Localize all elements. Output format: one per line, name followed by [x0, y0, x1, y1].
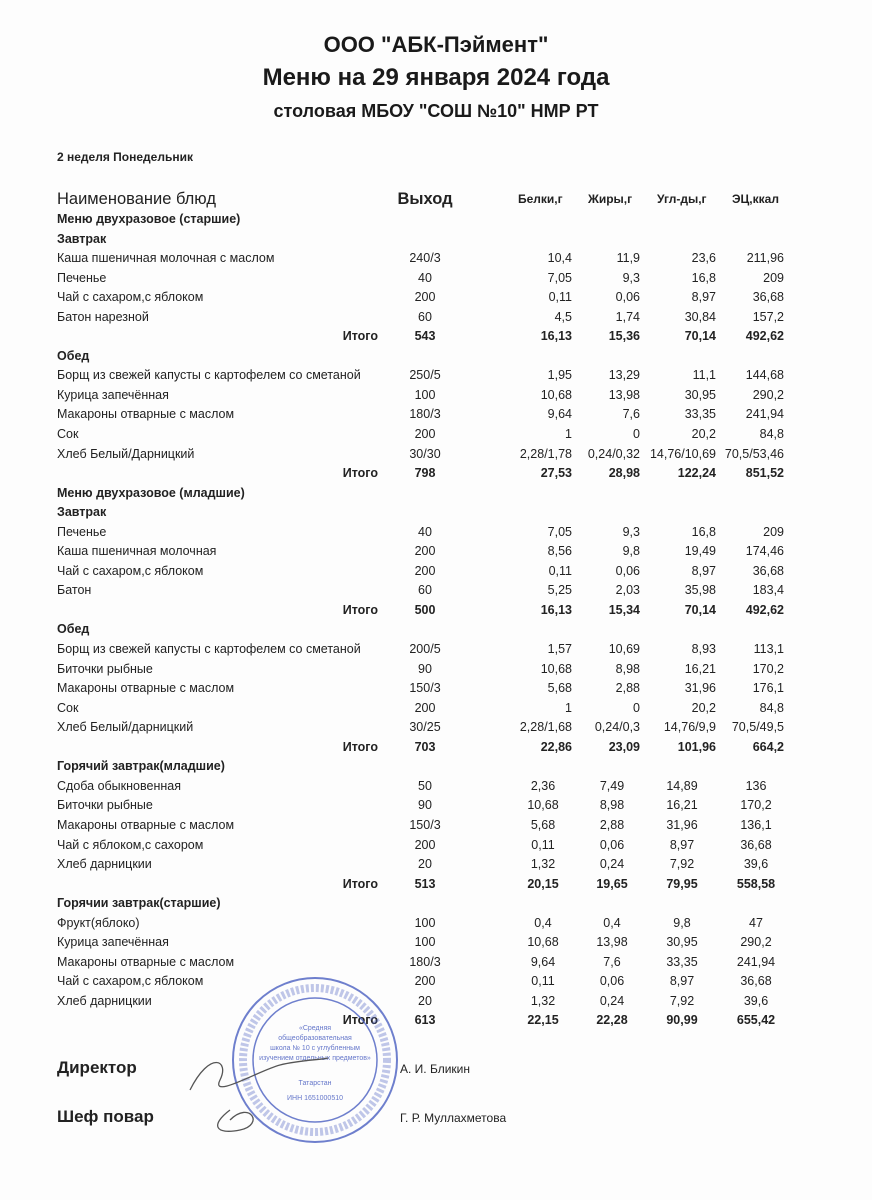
fat-value: 13,29	[608, 368, 640, 383]
dish-output: 200	[414, 700, 436, 715]
protein-value: 16,13	[540, 602, 572, 617]
carbs-value: 31,96	[684, 681, 716, 696]
table-row	[0, 523, 872, 543]
dish-name: Печенье	[57, 270, 107, 285]
protein-value: 10,68	[527, 798, 559, 813]
dish-name: Биточки рыбные	[57, 798, 153, 813]
carbs-value: 16,8	[691, 524, 716, 539]
protein-value: 0,4	[534, 915, 552, 930]
fat-value: 7,6	[622, 407, 640, 422]
dish-output: 150/3	[409, 817, 441, 832]
dish-name: Чай с сахаром,с яблоком	[57, 974, 204, 989]
table-row	[0, 562, 872, 582]
table-row	[0, 581, 872, 601]
total-label: Итого	[342, 466, 378, 481]
carbs-value: 8,97	[691, 290, 716, 305]
table-row	[0, 796, 872, 816]
table-row	[0, 640, 872, 660]
table-row	[0, 777, 872, 797]
carbs-value: 122,24	[677, 466, 716, 481]
energy-value: 183,4	[752, 583, 784, 598]
protein-value: 10,68	[540, 661, 572, 676]
protein-value: 1,57	[547, 642, 572, 657]
section-heading	[0, 620, 872, 640]
protein-value: 5,25	[547, 583, 572, 598]
dish-name: Хлеб Белый/дарницкий	[57, 720, 194, 735]
dish-output: 60	[418, 309, 432, 324]
energy-value: 492,62	[745, 329, 784, 344]
table-row	[0, 679, 872, 699]
protein-value: 2,28/1,78	[519, 446, 572, 461]
dish-output: 90	[418, 798, 432, 813]
table-row	[0, 992, 872, 1012]
fat-value: 7,6	[603, 954, 621, 969]
fat-value: 2,03	[615, 583, 640, 598]
canteen-name: столовая МБОУ "СОШ №10" НМР РТ	[273, 101, 599, 121]
energy-value: 157,2	[752, 309, 784, 324]
section-title: Горячии завтрак(старшие)	[57, 896, 221, 911]
protein-value: 1,95	[547, 368, 572, 383]
protein-value: 0,11	[531, 837, 555, 852]
energy-value: 211,96	[746, 251, 784, 266]
fat-value: 0,06	[599, 974, 625, 989]
dish-output: 180/3	[409, 407, 441, 422]
protein-value: 5,68	[547, 681, 572, 696]
total-row	[0, 327, 872, 347]
energy-value: 209	[763, 270, 784, 285]
dish-output: 40	[418, 524, 432, 539]
carbs-value: 23,6	[691, 251, 716, 266]
energy-value: 144,68	[745, 368, 784, 383]
dish-output: 20	[418, 857, 432, 872]
energy-value: 84,8	[759, 427, 784, 442]
protein-value: 22,86	[540, 739, 572, 754]
protein-value: 1,32	[530, 993, 556, 1008]
carbs-value: 31,96	[666, 817, 698, 832]
protein-value: 20,15	[527, 876, 559, 891]
svg-text:Татарстан: Татарстан	[298, 1080, 332, 1087]
fat-value: 1,74	[615, 309, 640, 324]
table-row	[0, 699, 872, 719]
dish-name: Каша пшеничная молочная с маслом	[57, 251, 275, 266]
fat-value: 10,69	[608, 642, 640, 657]
carbs-value: 14,76/9,9	[663, 720, 716, 735]
total-row	[0, 738, 872, 758]
fat-value: 0,4	[603, 915, 621, 930]
fat-value: 0,06	[615, 563, 640, 578]
total-label: Итого	[342, 1013, 378, 1028]
fat-value: 0,24/0,3	[594, 720, 640, 735]
dish-name: Батон	[57, 583, 92, 598]
dish-name: Курица запечённая	[57, 387, 169, 402]
section-heading	[0, 347, 872, 367]
energy-value: 851,52	[745, 466, 784, 481]
energy-value: 170,2	[740, 798, 772, 813]
col-energy: ЭЦ,ккал	[732, 192, 779, 206]
dish-name: Хлеб дарницкии	[57, 993, 152, 1008]
menu-table	[0, 188, 872, 1031]
table-header	[0, 188, 872, 210]
section-title: Завтрак	[57, 505, 107, 520]
carbs-value: 30,95	[666, 935, 698, 950]
energy-value: 209	[763, 524, 784, 539]
svg-text:«Средняя: «Средняя	[298, 1025, 332, 1032]
carbs-value: 14,89	[666, 778, 698, 793]
carbs-value: 79,95	[666, 876, 698, 891]
carbs-value: 33,35	[666, 954, 698, 969]
energy-value: 492,62	[745, 602, 784, 617]
table-row	[0, 308, 872, 328]
protein-value: 0,11	[548, 563, 572, 578]
carbs-value: 20,2	[691, 427, 716, 442]
total-label: Итого	[342, 739, 378, 754]
dish-name: Чай с сахаром,с яблоком	[57, 563, 204, 578]
energy-value: 36,68	[752, 563, 784, 578]
dish-name: Макароны отварные с маслом	[57, 954, 235, 969]
fat-value: 9,8	[622, 544, 640, 559]
dish-output: 90	[418, 661, 432, 676]
carbs-value: 7,92	[669, 857, 695, 872]
protein-value: 4,5	[554, 309, 572, 324]
svg-text:ИНН 1651000510: ИНН 1651000510	[286, 1095, 344, 1102]
dish-output: 180/3	[409, 954, 441, 969]
section-heading	[0, 484, 872, 504]
protein-value: 7,05	[547, 524, 572, 539]
section-title: Обед	[57, 348, 90, 363]
energy-value: 39,6	[743, 857, 769, 872]
dish-output: 40	[418, 270, 432, 285]
energy-value: 664,2	[752, 739, 784, 754]
protein-value: 0,11	[531, 974, 555, 989]
carbs-value: 33,35	[684, 407, 716, 422]
dish-output: 543	[414, 329, 436, 344]
dish-name: Чай с сахаром,с яблоком	[57, 290, 204, 305]
dish-name: Сок	[57, 427, 79, 442]
carbs-value: 8,97	[669, 837, 695, 852]
total-label: Итого	[342, 602, 378, 617]
protein-value: 22,15	[527, 1013, 559, 1028]
dish-output: 200	[414, 290, 436, 305]
table-row	[0, 542, 872, 562]
table-row	[0, 855, 872, 875]
fat-value: 2,88	[599, 817, 625, 832]
table-row	[0, 836, 872, 856]
fat-value: 13,98	[596, 935, 628, 950]
energy-value: 47	[749, 915, 763, 930]
dish-output: 200	[414, 427, 436, 442]
table-row	[0, 445, 872, 465]
dish-output: 150/3	[409, 681, 441, 696]
total-row	[0, 1011, 872, 1031]
energy-value: 136	[745, 778, 767, 793]
signature-scribble	[170, 1030, 330, 1140]
fat-value: 22,28	[596, 1013, 628, 1028]
energy-value: 36,68	[752, 290, 784, 305]
col-protein: Белки,г	[518, 192, 563, 206]
carbs-value: 16,8	[691, 270, 716, 285]
table-row	[0, 405, 872, 425]
carbs-value: 70,14	[684, 602, 716, 617]
carbs-value: 16,21	[666, 798, 698, 813]
dish-output: 30/25	[409, 720, 441, 735]
protein-value: 9,64	[547, 407, 572, 422]
fat-value: 11,9	[616, 251, 640, 266]
dish-output: 200	[414, 837, 436, 852]
director-name: А. И. Бликин	[400, 1062, 470, 1076]
dish-name: Фрукт(яблоко)	[57, 915, 140, 930]
dish-output: 200	[414, 544, 436, 559]
total-label: Итого	[342, 329, 378, 344]
fat-value: 15,34	[608, 602, 640, 617]
carbs-value: 8,97	[691, 563, 716, 578]
energy-value: 36,68	[740, 974, 772, 989]
carbs-value: 19,49	[684, 544, 716, 559]
section-heading	[0, 503, 872, 523]
energy-value: 84,8	[759, 700, 784, 715]
carbs-value: 14,76/10,69	[649, 446, 716, 461]
protein-value: 1	[565, 427, 572, 442]
section-title: Обед	[57, 622, 90, 637]
energy-value: 70,5/53,46	[724, 446, 784, 461]
energy-value: 39,6	[743, 993, 769, 1008]
dish-output: 200	[414, 974, 436, 989]
table-row	[0, 425, 872, 445]
energy-value: 36,68	[740, 837, 772, 852]
col-output: Выход	[397, 190, 453, 208]
energy-value: 241,94	[745, 407, 784, 422]
energy-value: 290,2	[740, 935, 772, 950]
dish-name: Хлеб Белый/Дарницкий	[57, 446, 195, 461]
protein-value: 2,28/1,68	[519, 720, 572, 735]
dish-output: 60	[418, 583, 432, 598]
dish-output: 200	[414, 563, 436, 578]
dish-name: Макароны отварные с маслом	[57, 407, 235, 422]
section-heading	[0, 210, 872, 230]
dish-name: Макароны отварные с маслом	[57, 817, 235, 832]
protein-value: 10,68	[540, 387, 572, 402]
dish-name: Биточки рыбные	[57, 661, 153, 676]
fat-value: 28,98	[608, 466, 640, 481]
protein-value: 10,4	[547, 251, 572, 266]
menu-title: Меню на 29 января 2024 года	[262, 64, 610, 91]
dish-output: 200/5	[409, 642, 441, 657]
carbs-value: 30,95	[684, 387, 716, 402]
carbs-value: 90,99	[666, 1013, 698, 1028]
protein-value: 7,05	[547, 270, 572, 285]
fat-value: 0,06	[599, 837, 625, 852]
dish-name: Борщ из свежей капусты с картофелем со сметаной	[57, 368, 361, 383]
table-row	[0, 933, 872, 953]
energy-value: 174,46	[745, 544, 784, 559]
fat-value: 9,3	[622, 270, 640, 285]
carbs-value: 30,84	[684, 309, 716, 324]
protein-value: 8,56	[547, 544, 572, 559]
svg-text:школа № 10 с углубленным: школа № 10 с углубленным	[270, 1045, 360, 1052]
total-row	[0, 464, 872, 484]
table-row	[0, 660, 872, 680]
table-row	[0, 953, 872, 973]
energy-value: 176,1	[752, 681, 784, 696]
table-row	[0, 366, 872, 386]
fat-value: 13,98	[608, 387, 640, 402]
protein-value: 0,11	[548, 290, 572, 305]
dish-name: Курица запечённая	[57, 935, 169, 950]
table-row	[0, 816, 872, 836]
protein-value: 1,32	[530, 857, 556, 872]
dish-name: Сдоба обыкновенная	[57, 778, 181, 793]
col-fat: Жиры,г	[588, 192, 633, 206]
energy-value: 136,1	[740, 817, 772, 832]
carbs-value: 70,14	[684, 329, 716, 344]
protein-value: 10,68	[527, 935, 559, 950]
table-row	[0, 288, 872, 308]
col-carbs: Угл-ды,г	[657, 192, 707, 206]
dish-output: 50	[418, 778, 432, 793]
table-row	[0, 718, 872, 738]
fat-value: 0,06	[615, 290, 640, 305]
protein-value: 5,68	[530, 817, 556, 832]
fat-value: 15,36	[608, 329, 640, 344]
dish-output: 798	[414, 466, 436, 481]
dish-output: 703	[414, 739, 436, 754]
dish-output: 513	[414, 876, 436, 891]
fat-value: 8,98	[615, 661, 640, 676]
carbs-value: 8,97	[669, 974, 695, 989]
fat-value: 0	[633, 427, 640, 442]
dish-name: Сок	[57, 700, 79, 715]
fat-value: 8,98	[599, 798, 625, 813]
energy-value: 170,2	[752, 661, 784, 676]
fat-value: 0,24	[599, 857, 625, 872]
protein-value: 27,53	[540, 466, 572, 481]
chef-name: Г. Р. Муллахметова	[400, 1111, 507, 1125]
energy-value: 655,42	[736, 1013, 776, 1028]
week-day: 2 неделя Понедельник	[57, 150, 193, 164]
carbs-value: 11,1	[692, 368, 716, 383]
carbs-value: 16,21	[684, 661, 716, 676]
fat-value: 0	[633, 700, 640, 715]
chef-label: Шеф повар	[57, 1107, 154, 1126]
col-name: Наименование блюд	[57, 190, 216, 208]
fat-value: 7,49	[599, 778, 625, 793]
section-heading	[0, 230, 872, 250]
section-title: Меню двухразовое (старшие)	[57, 212, 241, 226]
protein-value: 9,64	[530, 954, 556, 969]
fat-value: 0,24/0,32	[587, 446, 640, 461]
carbs-value: 7,92	[669, 993, 695, 1008]
dish-name: Батон нарезной	[57, 309, 149, 324]
director-label: Директор	[57, 1058, 137, 1077]
dish-name: Печенье	[57, 524, 107, 539]
svg-text:общеобразовательная: общеобразовательная	[278, 1035, 352, 1042]
dish-output: 20	[418, 993, 432, 1008]
protein-value: 2,36	[530, 778, 556, 793]
protein-value: 16,13	[540, 329, 572, 344]
energy-value: 70,5/49,5	[731, 720, 784, 735]
dish-name: Макароны отварные с маслом	[57, 681, 235, 696]
energy-value: 290,2	[752, 387, 784, 402]
dish-output: 500	[414, 602, 436, 617]
section-title: Завтрак	[57, 231, 107, 246]
carbs-value: 35,98	[684, 583, 716, 598]
dish-output: 100	[414, 915, 436, 930]
carbs-value: 20,2	[691, 700, 716, 715]
carbs-value: 101,96	[677, 739, 716, 754]
dish-output: 100	[414, 935, 436, 950]
total-label: Итого	[342, 876, 378, 891]
carbs-value: 9,8	[673, 915, 691, 930]
protein-value: 1	[565, 700, 572, 715]
fat-value: 19,65	[596, 876, 628, 891]
dish-name: Хлеб дарницкии	[57, 857, 152, 872]
table-row	[0, 914, 872, 934]
dish-name: Борщ из свежей капусты с картофелем со сметаной	[57, 642, 361, 657]
total-row	[0, 875, 872, 895]
table-row	[0, 269, 872, 289]
dish-output: 240/3	[409, 251, 441, 266]
table-row	[0, 972, 872, 992]
carbs-value: 8,93	[691, 642, 716, 657]
dish-output: 30/30	[409, 446, 441, 461]
energy-value: 558,58	[736, 876, 776, 891]
dish-output: 250/5	[409, 368, 441, 383]
section-heading	[0, 757, 872, 777]
table-row	[0, 249, 872, 269]
dish-output: 613	[414, 1013, 436, 1028]
dish-name: Каша пшеничная молочная	[57, 544, 217, 559]
fat-value: 2,88	[615, 681, 640, 696]
section-title: Меню двухразовое (младшие)	[57, 485, 245, 500]
fat-value: 0,24	[599, 993, 625, 1008]
section-title: Горячий завтрак(младшие)	[57, 759, 225, 774]
dish-name: Чай с яблоком,с сахором	[57, 837, 204, 852]
energy-value: 241,94	[736, 954, 776, 969]
dish-output: 100	[414, 387, 436, 402]
svg-text:изучением отдельных предметов»: изучением отдельных предметов»	[259, 1055, 371, 1062]
energy-value: 113,1	[753, 642, 784, 657]
total-row	[0, 601, 872, 621]
company-name: ООО "АБК-Пэймент"	[323, 32, 549, 57]
fat-value: 23,09	[608, 739, 640, 754]
fat-value: 9,3	[622, 524, 640, 539]
table-row	[0, 386, 872, 406]
section-heading	[0, 894, 872, 914]
